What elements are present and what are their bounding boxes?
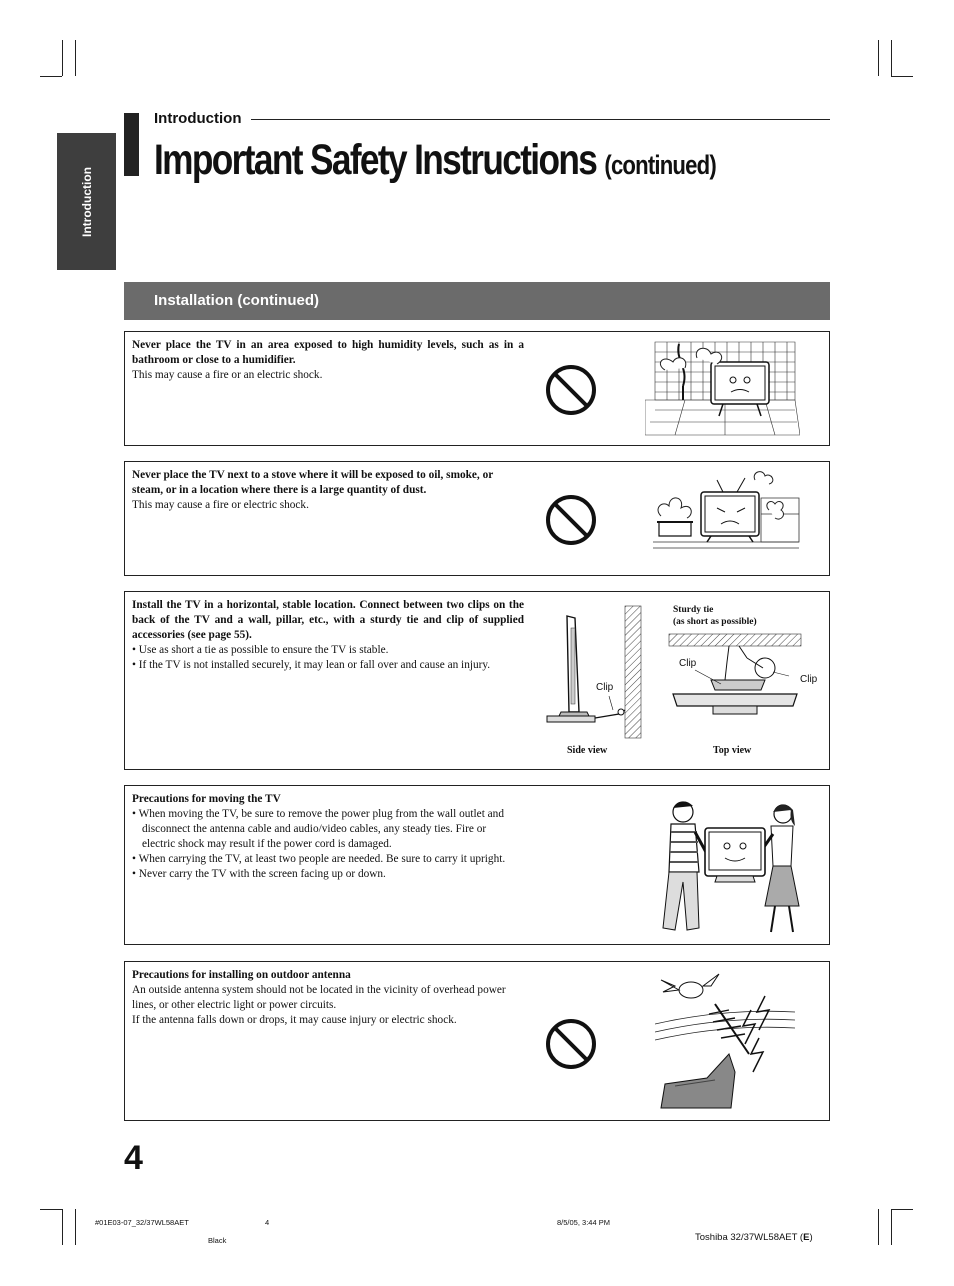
page-number: 4 [124, 1139, 143, 1177]
side-tab [57, 133, 116, 270]
title-accent-bar [124, 113, 139, 176]
crop-mark [891, 76, 913, 77]
bullet-item: • Use as short a tie as possible to ensure the TV is stable. [132, 644, 389, 656]
prohibited-icon [545, 364, 597, 416]
crop-mark [878, 40, 879, 76]
page-title-suffix: (continued) [604, 150, 716, 180]
page-title-main: Important Safety Instructions [154, 136, 597, 184]
crop-mark [40, 1209, 62, 1210]
subsection-header [124, 282, 830, 320]
item-bullets [132, 807, 522, 882]
prohibited-icon [545, 1018, 597, 1070]
item-heading: Precautions for installing on outdoor antenna [132, 969, 351, 981]
bullet-item: • Never carry the TV with the screen facing up or down. [132, 868, 386, 880]
safety-item-humidity [124, 331, 830, 446]
safety-item-stove [124, 461, 830, 576]
footer-model: Toshiba 32/37WL58AET (E) [695, 1232, 813, 1243]
item-text [132, 468, 524, 513]
item-text [132, 598, 524, 673]
item-text [132, 338, 524, 383]
bullet-item: • If the TV is not installed securely, it may lean or fall over and cause an injury. [132, 659, 491, 671]
item-text [132, 968, 528, 1028]
item-body-line: An outside antenna system should not be located in the vicinity of overhead power lines, or other electric light or power circuits. [132, 984, 506, 1011]
prohibited-icon [545, 494, 597, 546]
crop-mark [75, 1209, 76, 1245]
sturdy-tie-label: Sturdy tie (as short as possible) [673, 605, 757, 627]
crop-mark [40, 76, 62, 77]
crop-mark [75, 40, 76, 76]
clip-label-right: Clip [800, 674, 818, 685]
antenna-power-lines-illustration [655, 968, 795, 1114]
item-body: This may cause a fire or electric shock. [132, 499, 309, 511]
bullet-item: • When carrying the TV, at least two people are needed. Be sure to carry it upright. [132, 853, 506, 865]
section-rule [251, 119, 830, 120]
top-view-diagram [665, 632, 805, 728]
two-people-carrying-tv-illustration [653, 796, 809, 938]
safety-item-stable-install [124, 591, 830, 770]
item-heading: Never place the TV next to a stove where it will be exposed to oil, smoke, or steam, or in a location where there is a large quantity of dust. [132, 469, 494, 496]
clip-label: Clip [596, 682, 614, 693]
bathroom-tv-illustration [645, 340, 800, 438]
crop-mark [878, 1209, 879, 1245]
crop-mark [891, 1209, 892, 1245]
item-bullets [132, 643, 524, 673]
item-text [132, 792, 522, 882]
side-view-diagram [543, 604, 647, 740]
crop-mark [62, 40, 63, 76]
side-tab-label: Introduction [79, 166, 94, 237]
subsection-title: Installation (continued) [154, 292, 319, 309]
side-view-caption: Side view [567, 745, 608, 756]
bullet-item: • When moving the TV, be sure to remove the power plug from the wall outlet and disconnect the antenna cable and audio/video cables, any steady ties. Fire or electric shock may result if the power cord is damaged. [132, 808, 504, 850]
crop-mark [62, 1209, 63, 1245]
crop-mark [891, 1209, 913, 1210]
footer-file-name: #01E03-07_32/37WL58AET [95, 1218, 189, 1227]
section-label: Introduction [154, 110, 242, 127]
footer-page: 4 [265, 1218, 270, 1227]
item-body: This may cause a fire or an electric shock. [132, 369, 323, 381]
top-view-caption: Top view [713, 745, 752, 756]
page-title [154, 136, 716, 185]
stove-tv-illustration [651, 470, 801, 562]
safety-item-outdoor-antenna [124, 961, 830, 1121]
item-heading: Never place the TV in an area exposed to high humidity levels, such as in a bathroom or close to a humidifier. [132, 339, 524, 366]
footer-date: 8/5/05, 3:44 PM [557, 1218, 610, 1227]
crop-mark [891, 40, 892, 76]
item-body-line: If the antenna falls down or drops, it may cause injury or electric shock. [132, 1014, 457, 1026]
item-heading: Precautions for moving the TV [132, 793, 281, 805]
safety-item-moving [124, 785, 830, 945]
footer-color: Black [208, 1236, 227, 1245]
item-heading: Install the TV in a horizontal, stable location. Connect between two clips on the back of the TV and a wall, pillar, etc., with a sturdy tie and clip of supplied accessories (see page 55). [132, 599, 524, 641]
clip-label-left: Clip [679, 658, 697, 669]
